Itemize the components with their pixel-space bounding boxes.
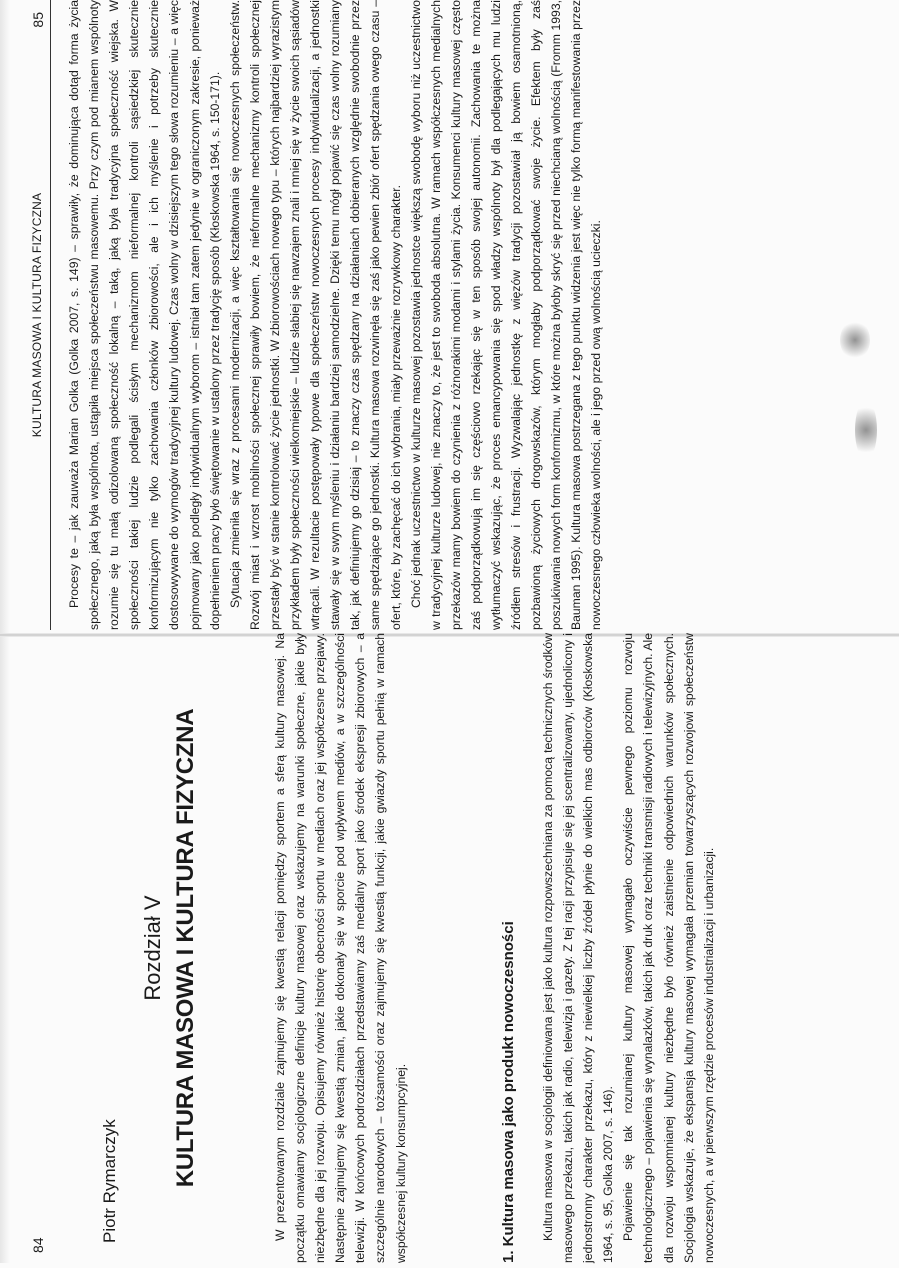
- book-page-84: [20, 633, 880, 1263]
- paragraph: Choć jednak uczestnictwo w kulturze masowej pozostawia jednostce większą swobodę wyboru niż uczestnictwo w tradycyjnej kulturze ludowej, nie znaczy to, że jest to swoboda absolutna. W ramach współczesnych medialnych przekazów mamy bowiem do czynienia z różnorakimi modami i stylami życia. Konsumenci kultury masowej często zaś podporządkowują im się częściowo rzekając się w ten sposób swojej autonomii. Zachowania te można wytłumaczyć wskazując, że proces emancypowania się spod władzy wspólnoty był dla podlegających mu ludzi źródłem stresów i frustracji. Wyzwalając jednostkę z więzów tradycji pozostawiał ją bowiem osamotnioną, pozbawioną życiowych drogowskazów, którym mogłaby podporządkować swoje życie. Efektem były zaś poszukiwania nowych form konformizmu, w które można byłoby skryć się przed niechcianą wolnością (Fromm 1993, Bauman 1995). Kultura masowa postrzegana z tego punktu widzenia jest więc nie tylko formą manifestowania przez nowoczesnego człowieka wolności, ale i jego przed ową wolnością ucieczki.: [408, 0, 604, 630]
- page-number: 84: [30, 1237, 46, 1253]
- author-name: Piotr Rymarczyk: [100, 1119, 119, 1243]
- paragraph: W prezentowanym rozdziale zajmujemy się kwestią relacji pomiędzy sportem a sferą kultury masowej. Na początku omawiamy socjologiczne definicje kultury masowej oraz wskazujemy na warunki społeczne, jakie były niezbędne dla jej rozwoju. Opisujemy również historię obecności sportu w mediach oraz jej współczesne przejawy. Następnie zajmujemy się kwestią zmian, jakie dokonały się w sporcie pod wpływem mediów, a w szczególności telewizji. W końcowych podrozdziałach przedstawiamy zaś medialny sport jako środek ekspresji zbiorowych – a szczególnie narodowych – tożsamości oraz zajmujemy się kwestią funkcji, jakie gwiazdy sportu pełnią w ramach współczesnej kultury konsumpcyjnej.: [273, 633, 408, 1263]
- scan-smudge: [840, 320, 870, 360]
- section-title: 1. Kultura masowa jako produkt nowoczesności: [500, 921, 517, 1263]
- running-head: KULTURA MASOWA I KULTURA FIZYCZNA: [30, 192, 44, 438]
- page-number: 85: [30, 12, 46, 28]
- right-page-region: [0, 0, 899, 632]
- paragraph: Pojawienie się tak rozumianej kultury masowej wymagało oczywiście pewnego poziomu rozwoju technologicznego – pojawienia się wynalazków, takich jak druk oraz techniki transmisji radiowych i telewizyjnych. Ale dla rozwoju wspomnianej kultury niezbędne było również zaistnienie odpowiednich warunków społecznych. Socjologia wskazuje, że ekspansja kultury masowej wymagała przemian towarzyszących rozwojowi społeczeństw nowoczesnych, a w pierwszym rzędzie procesów industrializacji i urbanizacji.: [621, 633, 716, 1263]
- page-body: [64, 0, 607, 630]
- chapter-title: KULTURA MASOWA I KULTURA FIZYCZNA: [172, 708, 199, 1188]
- book-page-85: [20, 0, 880, 630]
- paragraph: Sytuacja zmieniła się wraz z procesami modernizacji, a więc kształtowania się nowoczesnych społeczeństw. Rozwój miast i wzrost mobilności społecznej sprawiły bowiem, że nieformalne mechanizmy kontroli społecznej przestały być w stanie kontrolować życie jednostki. W zbiorowościach nowego typu – których najbardziej wyrazistym przykładem były społeczności wielkomiejskie – ludzie słabiej się nawzajem znali i mniej się w życie swoich sąsiadów wtrącali. W rezultacie postępowały typowe dla społeczeństw nowoczesnych procesy indywidualizacji, a jednostki stawały się w swym myśleniu i działaniu bardziej samodzielne. Dzięki temu mógł pojawić się czas wolny rozumiany tak, jak definiujemy go dzisiaj – to znaczy czas spędzany na działaniach dobieranych względnie swobodnie przez same spędzające go jednostki. Kultura masowa rozwinęła się zaś jako pewien zbiór ofert spędzania owego czasu – ofert, które, by zachęcać do ich wybrania, miały przeważnie rozrywkowy charakter.: [227, 0, 403, 630]
- paragraph: Procesy te – jak zauważa Marian Golka (Golka 2007, s. 149) – sprawiły, że dominująca dotąd forma życia społecznego, jaką była wspólnota, ustąpiła miejsca społeczeństwu masowemu. Przy czym pod mianem wspólnoty rozumie się tu małą odizolowaną społeczność lokalną – taką, jaką była tradycyjna społeczność wiejska. W społeczności takiej ludzie podlegali ścisłym mechanizmom nieformalnej kontroli sąsiedzkiej skutecznie konformizującym nie tylko zachowania członków zbiorowości, ale i ich myślenie i potrzeby skutecznie dostosowywane do wymogów tradycyjnej kultury ludowej. Czas wolny w dzisiejszym tego słowa rozumieniu – a więc pojmowany jako podległy indywidualnym wyborom – istniał tam zatem jedynie w ograniczonym zakresie, ponieważ dopełnieniem pracy było świętowanie w ustalony przez tradycję sposób (Kłoskowska 1964, s. 150-171).: [67, 0, 222, 630]
- paragraph: Kultura masowa w socjologii definiowana jest jako kultura rozpowszechniana za pomocą technicznych środków masowego przekazu, takich jak radio, telewizja i gazety. Z tej racji przypisuje się jej scentralizowany, ujednolicony i jednostronny charakter przekazu, który z niewielkiej liczby źródeł płynie do wielkich mas odbiorców (Kłoskowska 1964, s. 95, Golka 2007, s. 146).: [541, 633, 616, 1263]
- section-body: [538, 633, 719, 1263]
- chapter-lead: [270, 633, 411, 1263]
- chapter-label: Rozdział V: [140, 895, 165, 1001]
- header-rule: [50, 0, 51, 630]
- scan-smudge: [855, 400, 877, 460]
- left-page-region: [0, 633, 899, 1268]
